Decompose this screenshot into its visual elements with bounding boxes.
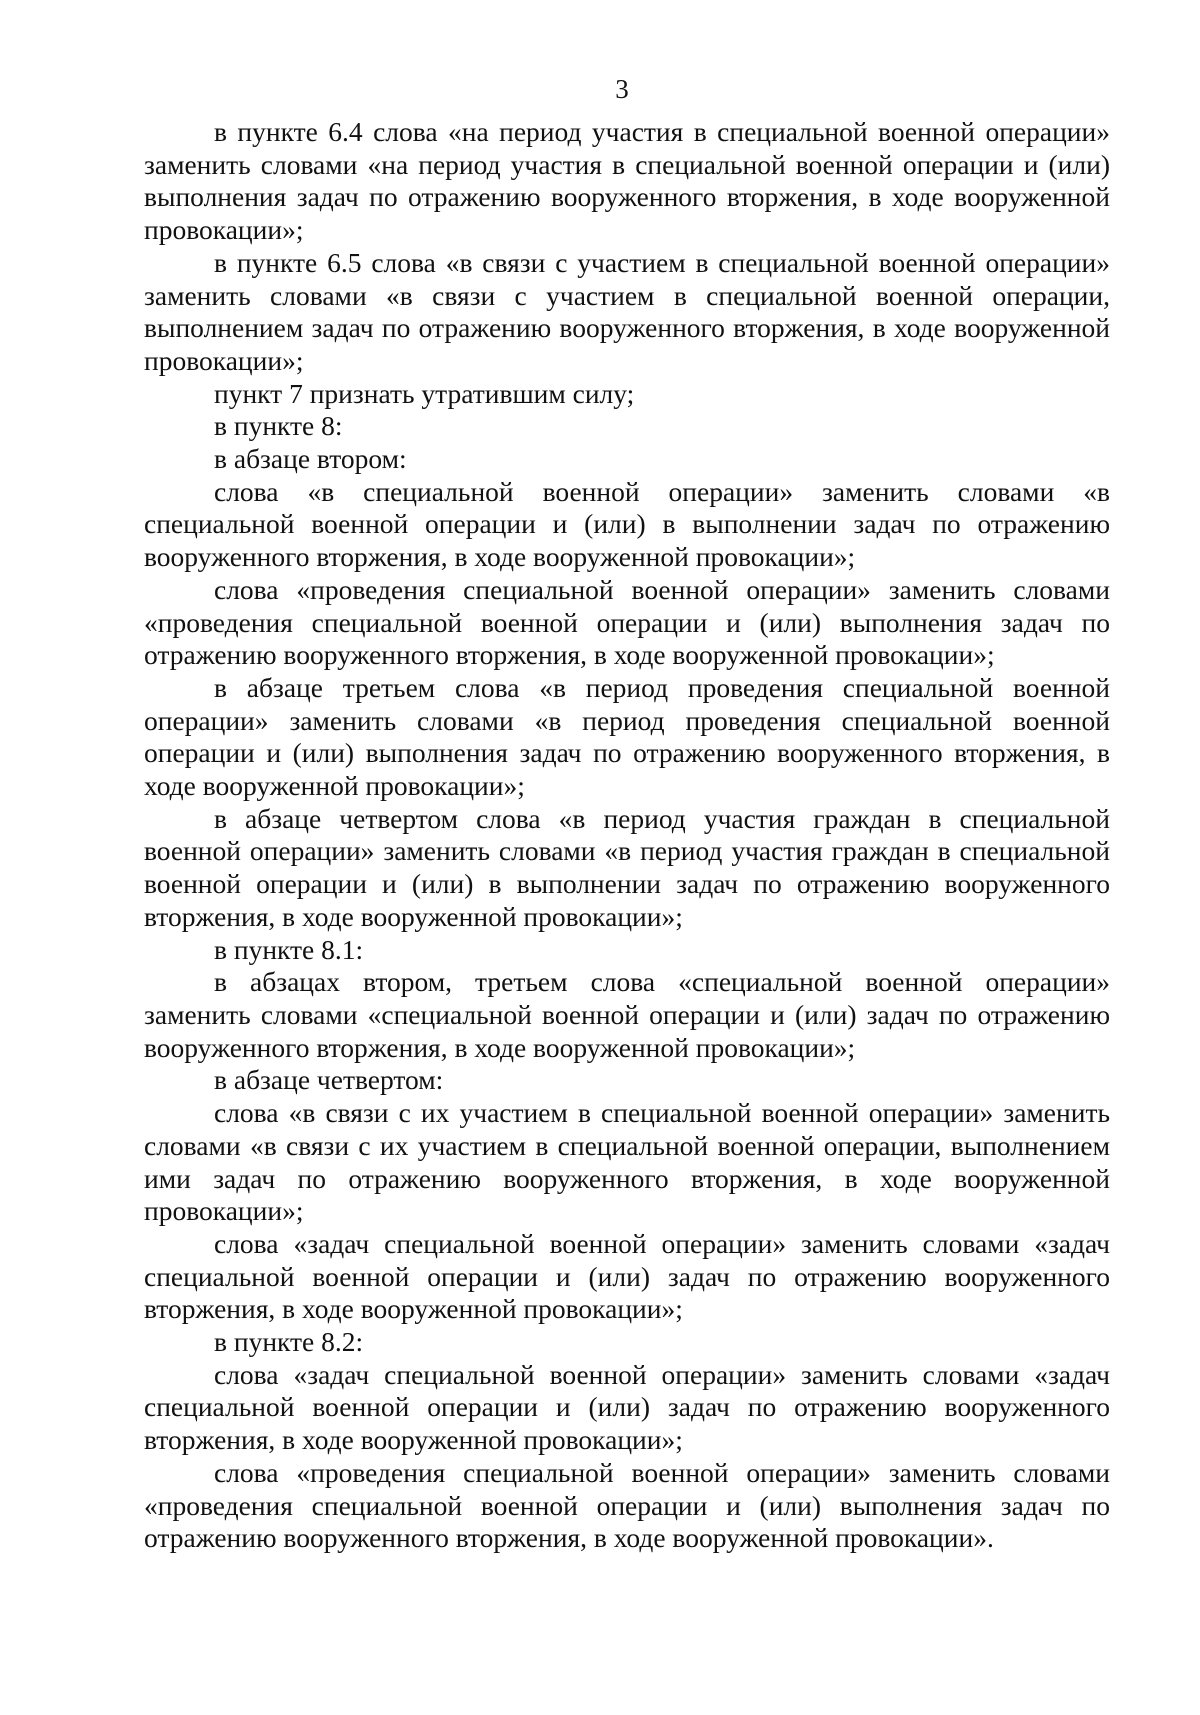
paragraph: слова «задач специальной военной операции» заменить словами «задач специальной военной операции и (или) задач по отражению вооруженного вторжения, в ходе вооруженной провокации»; <box>144 1358 1110 1456</box>
paragraph: слова «задач специальной военной операции» заменить словами «задач специальной военной операции и (или) задач по отражению вооруженного вторжения, в ходе вооруженной провокации»; <box>144 1227 1110 1325</box>
paragraph: в абзацах втором, третьем слова «специальной военной операции» заменить словами «специальной военной операции и (или) задач по отражению вооруженного вторжения, в ходе вооруженной провокации»; <box>144 966 1110 1063</box>
paragraph: в пункте 6.5 слова «в связи с участием в специальной военной операции» заменить словами «в связи с участием в специальной военной операции, выполнением задач по отражению вооруженного вторжения, в ходе вооруженной провокации»; <box>144 246 1110 376</box>
paragraph: в пункте 8: <box>214 410 343 442</box>
paragraph: слова «в связи с их участием в специальной военной операции» заменить словами «в связи с их участием в специальной военной операции, выполнением ими задач по отражению вооруженного вторжения, в ходе вооруженной провокации»; <box>144 1097 1110 1227</box>
paragraph: слова «проведения специальной военной операции» заменить словами «проведения специальной военной операции и (или) выполнения задач по отражению вооруженного вторжения, в ходе вооруженной провокации». <box>144 1456 1110 1554</box>
paragraph: в абзаце четвертом: <box>214 1064 444 1096</box>
paragraph: слова «в специальной военной операции» заменить словами «в специальной военной операции и (или) в выполнении задач по отражению вооруженного вторжения, в ходе вооруженной провокации»; <box>144 475 1110 573</box>
paragraph: слова «проведения специальной военной операции» заменить словами «проведения специальной военной операции и (или) выполнения задач по отражению вооруженного вторжения, в ходе вооруженной провокации»; <box>144 573 1110 671</box>
paragraph: в пункте 8.1: <box>214 933 364 965</box>
paragraph: в пункте 6.4 слова «на период участия в специальной военной операции» заменить словами «на период участия в специальной военной операции и (или) выполнения задач по отражению вооруженного вторжения, в ходе вооруженной провокации»; <box>144 116 1110 246</box>
paragraph: в пункте 8.2: <box>214 1326 364 1358</box>
paragraph: в абзаце четвертом слова «в период участия граждан в специальной военной операции» заменить словами «в период участия граждан в специальной военной операции и (или) в выполнении задач по отражению вооруженного вторжения, в ходе вооруженной провокации»; <box>144 802 1110 932</box>
paragraph: в абзаце втором: <box>214 443 407 475</box>
paragraph: в абзаце третьем слова «в период проведения специальной военной операции» заменить словами «в период проведения специальной военной операции и (или) выполнения задач по отражению вооруженного вторжения, в ходе вооруженной провокации»; <box>144 671 1110 802</box>
paragraph: пункт 7 признать утратившим силу; <box>214 377 635 409</box>
document-body <box>144 116 1110 1555</box>
page-number: 3 <box>615 74 629 104</box>
